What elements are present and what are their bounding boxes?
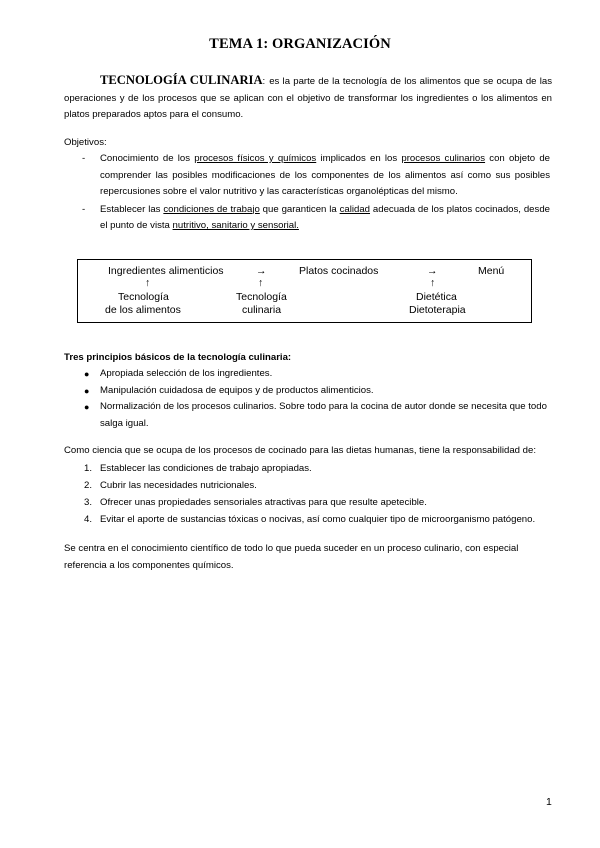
final-paragraph: Se centra en el conocimiento científico de todo lo que pueda suceder en un proceso culinario, con especial referencia a los componentes químicos. <box>64 543 519 571</box>
underlined-term: calidad <box>339 203 371 215</box>
list-item-text: Cubrir las necesidades nutricionales. <box>100 480 257 491</box>
objectives-list <box>64 151 550 236</box>
diagram-dietoterapia: Dietoterapia <box>409 304 466 316</box>
list-number: 2. <box>84 480 93 491</box>
list-item-text: Manipulación cuidadosa de equipos y de productos alimenticios. <box>100 384 374 396</box>
arrow-right-icon: → <box>256 265 267 277</box>
list-item <box>64 202 550 235</box>
intro-term: TECNOLOGÍA CULINARIA: <box>100 73 266 87</box>
diagram-dietetica: Dietética <box>416 291 457 303</box>
diagram-tec-alimentos-2: de los alimentos <box>105 304 181 316</box>
list-item-text: Apropiada selección de los ingredientes. <box>100 368 273 379</box>
bullet-icon: ● <box>84 369 90 379</box>
list-number: 3. <box>84 497 93 508</box>
diagram-ingredientes: Ingredientes alimenticios <box>108 265 224 277</box>
responsibility-intro: Como ciencia que se ocupa de los procesos de cocinado para las dietas humanas, tiene la responsabilidad de: <box>64 445 536 456</box>
text-span: que garanticen la <box>259 203 340 215</box>
principles-list <box>64 366 552 432</box>
text-span: Establecer las <box>100 203 164 215</box>
diagram-menu: Menú <box>478 265 505 277</box>
list-number: 1. <box>84 463 93 474</box>
list-item-text: Ofrecer unas propiedades sensoriales atractivas para que resulte apetecible. <box>100 497 427 508</box>
dash-marker: - <box>82 153 86 164</box>
responsibility-list <box>64 460 554 528</box>
underlined-term: procesos físicos y químicos <box>194 153 317 164</box>
text-span: adecuada de los platos cocinados, desde el punto de vista <box>100 203 550 231</box>
list-item <box>64 151 550 201</box>
list-item <box>64 494 554 511</box>
list-item <box>64 460 554 477</box>
diagram-platos: Platos cocinados <box>299 265 379 277</box>
list-item <box>64 477 554 494</box>
list-number: 4. <box>84 514 93 525</box>
arrow-right-icon: → <box>427 265 438 277</box>
diagram-tec-culinaria-2: culinaria <box>242 304 282 316</box>
diagram-tec-alimentos-1: Tecnología <box>118 291 169 303</box>
underlined-term: nutritivo, sanitario y sensorial. <box>172 220 299 231</box>
list-item-text: Evitar el aporte de sustancias tóxicas o nocivas, así como cualquier tipo de microorganismo patógeno. <box>100 514 536 525</box>
bullet-icon: ● <box>84 402 90 412</box>
list-item <box>64 511 554 528</box>
list-item <box>64 383 552 400</box>
principles-heading: Tres principios básicos de la tecnología culinaria: <box>64 352 292 363</box>
list-item <box>64 366 552 383</box>
flow-diagram-box <box>77 259 532 323</box>
dash-marker: - <box>82 203 86 215</box>
text-span: Conocimiento de los <box>100 153 195 164</box>
bullet-icon: ● <box>84 385 90 396</box>
list-item-text: Establecer las condiciones de trabajo apropiadas. <box>100 463 312 474</box>
underlined-term: condiciones de trabajo <box>163 203 260 215</box>
page-title: TEMA 1: ORGANIZACIÓN <box>209 36 391 52</box>
text-span: implicados en los <box>316 153 402 164</box>
arrow-up-icon: ↑ <box>430 277 436 289</box>
arrow-up-icon: ↑ <box>258 277 264 289</box>
text-span: con objeto de comprender las posibles modificaciones de los componentes de los alimentos así como sus posibles repercusiones sobre el valor nutritivo y las características organolépticas del mismo. <box>100 153 551 197</box>
arrow-up-icon: ↑ <box>145 277 151 289</box>
diagram-tec-culinaria-1: Tecnología <box>236 291 287 303</box>
list-item-text: Normalización de los procesos culinarios. Sobre todo para la cocina de autor donde se necesita que todo salga igual. <box>100 401 547 429</box>
intro-text: es la parte de la tecnología de los alimentos que se ocupa de las operaciones y de los procesos que se aplican con el objetivo de transformar los ingredientes o los alimentos en platos preparados aptos para el consumo. <box>64 76 552 120</box>
intro-paragraph <box>64 72 552 124</box>
objectives-heading: Objetivos: <box>64 137 107 148</box>
list-item <box>64 399 552 432</box>
underlined-term: procesos culinarios <box>401 153 486 164</box>
page-number: 1 <box>546 796 552 808</box>
